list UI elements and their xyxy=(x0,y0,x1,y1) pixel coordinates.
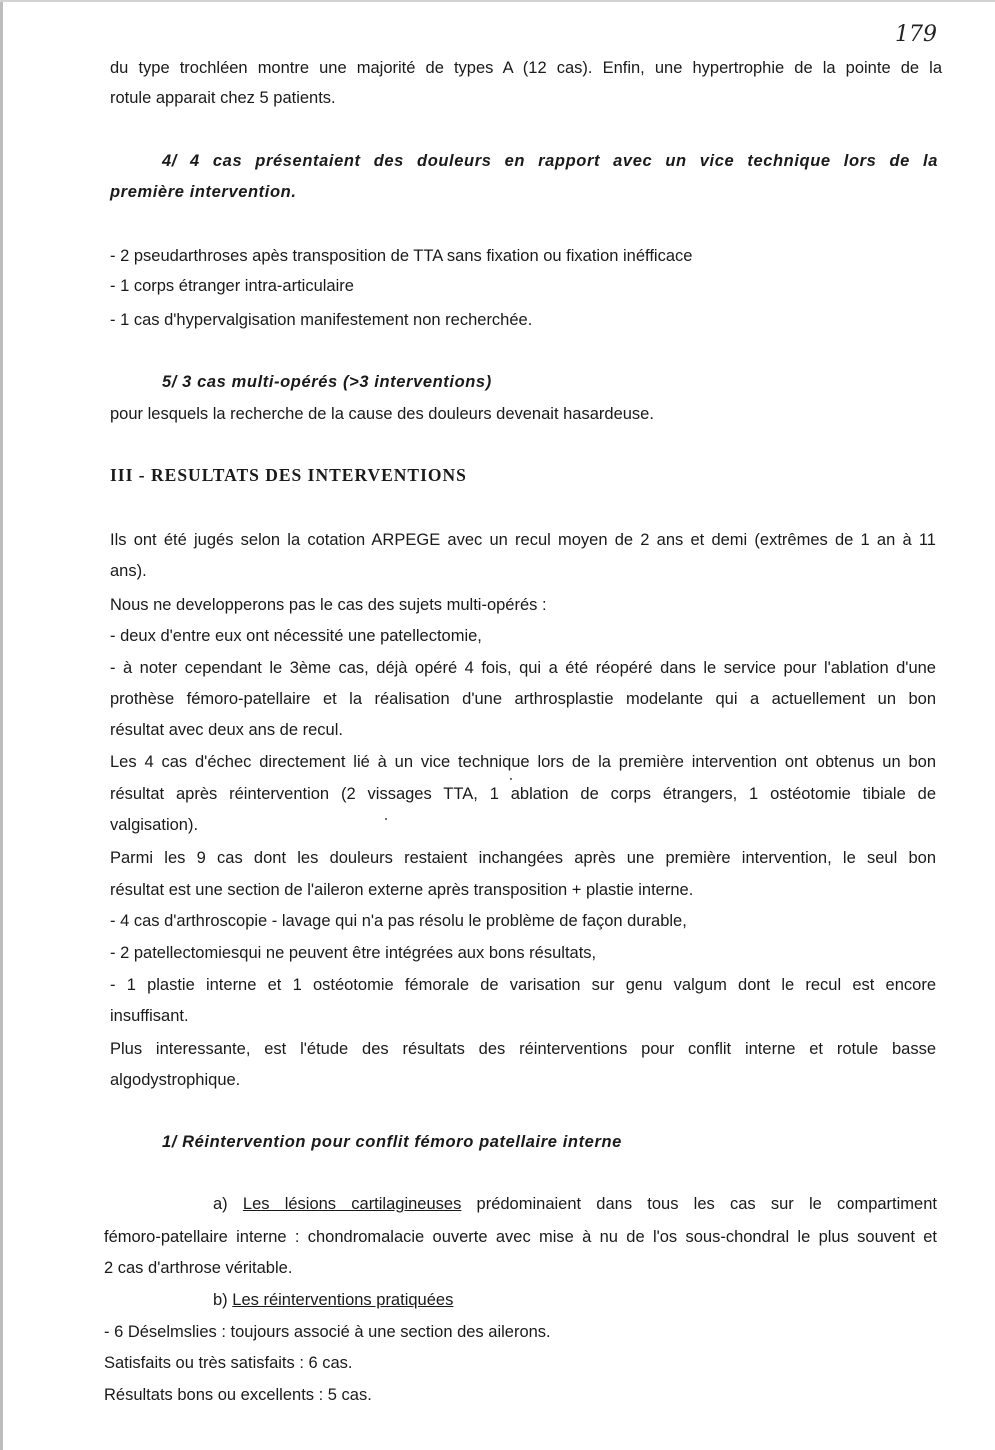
text-line: résultat avec deux ans de recul. xyxy=(110,721,343,739)
text-line: Résultats bons ou excellents : 5 cas. xyxy=(104,1386,372,1404)
scan-speck xyxy=(510,778,512,780)
text-line: Plus interessante, est l'étude des résultats des réinterventions pour conflit interne et rotule basse xyxy=(110,1040,936,1058)
list-item: - 2 patellectomiesqui ne peuvent être intégrées aux bons résultats, xyxy=(110,944,597,962)
text-line: résultat après réintervention (2 vissages TTA, 1 ablation de corps étrangers, 1 ostéotomie tibiale de xyxy=(110,785,936,803)
page-number: 179 xyxy=(895,22,937,47)
list-item: - 1 plastie interne et 1 ostéotomie fémorale de varisation sur genu valgum dont le recul est encore xyxy=(110,976,936,994)
text-line: du type trochléen montre une majorité de types A (12 cas). Enfin, une hypertrophie de la pointe de la xyxy=(110,59,942,77)
list-item: - 2 pseudarthroses apès transposition de TTA sans fixation ou fixation inéfficace xyxy=(110,247,693,265)
text-line: Les 4 cas d'échec directement lié à un vice technique lors de la première intervention ont obtenus un bon xyxy=(110,753,936,771)
text-line: Satisfaits ou très satisfaits : 6 cas. xyxy=(104,1354,353,1372)
item-a-text: prédominaient dans tous les cas sur le compartiment xyxy=(461,1195,937,1213)
chapter-heading: III - RESULTATS DES INTERVENTIONS xyxy=(110,465,467,485)
list-item: - 1 cas d'hypervalgisation manifestement non recherchée. xyxy=(110,311,533,329)
item-a-marker: a) xyxy=(213,1195,243,1213)
scan-speck xyxy=(385,818,387,820)
text-line: fémoro-patellaire interne : chondromalacie ouverte avec mise à nu de l'os sous-chondral le plus souvent et xyxy=(104,1228,937,1246)
text-line-b xyxy=(213,1290,453,1310)
item-b-marker: b) xyxy=(213,1291,233,1309)
text-line-a xyxy=(213,1194,937,1214)
list-item: - 4 cas d'arthroscopie - lavage qui n'a pas résolu le problème de façon durable, xyxy=(110,912,687,930)
section-heading-4: 4/ 4 cas présentaient des douleurs en rapport avec un vice technique lors de la xyxy=(162,152,938,170)
section-heading-5: 5/ 3 cas multi-opérés (>3 interventions) xyxy=(162,373,492,391)
reinterventions-label: Les réinterventions pratiquées xyxy=(232,1291,454,1309)
text-line: 2 cas d'arthrose véritable. xyxy=(104,1259,293,1277)
text-line: rotule apparait chez 5 patients. xyxy=(110,89,336,107)
list-item: - deux d'entre eux ont nécessité une patellectomie, xyxy=(110,627,482,645)
scan-left-edge xyxy=(0,0,3,1450)
lesions-label: Les lésions cartilagineuses xyxy=(242,1195,462,1213)
list-item: - à noter cependant le 3ème cas, déjà opéré 4 fois, qui a été réopéré dans le service pour l'ablation d'une xyxy=(110,659,936,677)
text-line: Parmi les 9 cas dont les douleurs restaient inchangées après une première intervention, le seul bon xyxy=(110,849,936,867)
text-line: valgisation). xyxy=(110,816,199,834)
text-line: insuffisant. xyxy=(110,1007,189,1025)
scan-top-edge xyxy=(0,0,995,2)
text-line: ans). xyxy=(110,562,147,580)
section-heading-4-cont: première intervention. xyxy=(110,183,297,201)
text-line: Ils ont été jugés selon la cotation ARPEGE avec un recul moyen de 2 ans et demi (extrêmes de 1 an à 11 xyxy=(110,531,936,549)
text-line: prothèse fémoro-patellaire et la réalisation d'une arthrosplastie modelante qui a actuellement un bon xyxy=(110,690,936,708)
text-line: Nous ne developperons pas le cas des sujets multi-opérés : xyxy=(110,596,547,614)
list-item: - 1 corps étranger intra-articulaire xyxy=(110,277,354,295)
list-item: - 6 Déselmslies : toujours associé à une section des ailerons. xyxy=(104,1323,551,1341)
text-line: résultat est une section de l'aileron externe après transposition + plastie interne. xyxy=(110,881,694,899)
text-line: pour lesquels la recherche de la cause des douleurs devenait hasardeuse. xyxy=(110,405,654,423)
subsection-heading: 1/ Réintervention pour conflit fémoro patellaire interne xyxy=(162,1133,622,1151)
text-line: algodystrophique. xyxy=(110,1071,241,1089)
